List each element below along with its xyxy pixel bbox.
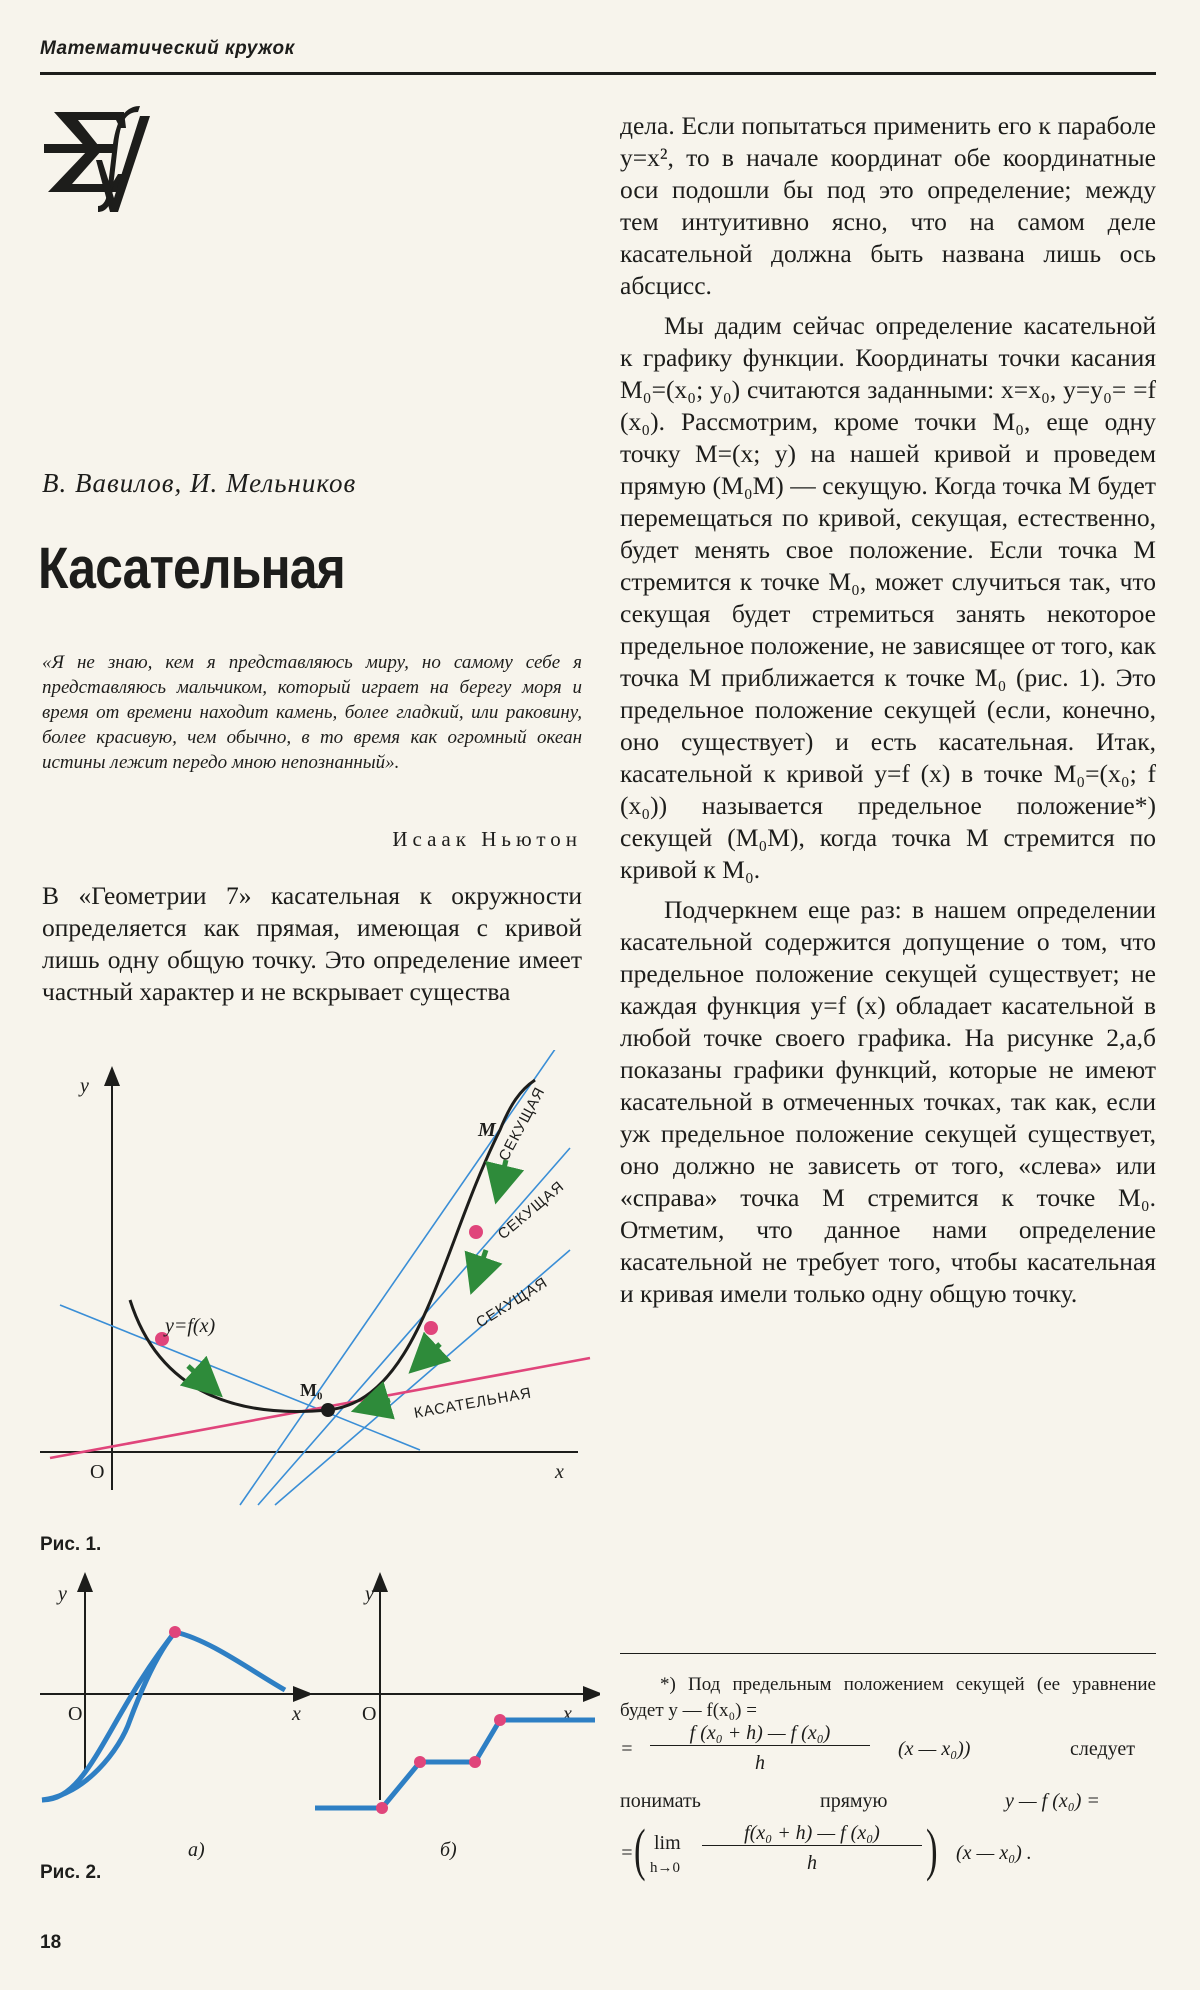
f2-paren-right: ) xyxy=(926,1817,938,1882)
arrow-low xyxy=(423,1344,440,1360)
fig1-tangent-line xyxy=(50,1358,590,1458)
paragraph-3: Подчеркнем еще раз: в нашем определении касательной содержится допущение о том, что предельное положение секущей существует; не каждая функция y=f (x) обладает касательной в любой точке своего графика. На рисунке 2,а,б показаны графики функций, которые не имеют касательной в отмеченных точках, так как, если уж предельное положение секущей существует, оно должно не зависеть от того, «слева» или «справа» точка M стремится к точке M₀. Отметим, что данное нами определение касательной не требует того, чтобы касательная и кривая имели только одну общую точку. xyxy=(620,895,1156,1308)
fig1-x-label: x xyxy=(555,1461,564,1483)
paragraph-2: Мы дадим сейчас определение касательной к графику функции. Координаты точки касания M₀=(x₀; y₀) считаются заданными: x=x₀, y=y₀= =f (x₀). Рассмотрим, кроме точки M₀, еще одну точку M=(x; y) на нашей кривой и проведем прямую (M₀M) — секущую. Когда точка M будет перемещаться по кривой, секущая, естественно, будет менять свое положение. Если точка M стремится к точке M₀, может случиться так, что секущая будет стремиться занять некоторое предельное положение, не зависящее от того, как точка M приближается к точке M₀ (рис. 1). Это предельное положение секущей (если, конечно, оно существует) и есть касательная. Итак, касательной к кривой y=f (x) в точке M₀=(x₀; f (x₀)) называется предельное положение*) секущей (M₀M), когда точка M стремится по кривой к M₀. xyxy=(620,311,1156,884)
f1-tail: (x — x₀)) xyxy=(898,1738,971,1760)
fig1-origin-label: O xyxy=(90,1461,105,1483)
fig1-secant-1 xyxy=(240,1050,560,1505)
fig1-tangent-label: КАСАТЕЛЬНАЯ xyxy=(412,1384,534,1422)
f2-tail: (x — x₀) . xyxy=(956,1842,1032,1864)
figure-1 xyxy=(30,1050,600,1510)
fig2b-origin-label: O xyxy=(362,1703,377,1725)
page-number: 18 xyxy=(40,1932,62,1953)
header-rule xyxy=(40,72,1156,75)
footnote-rule xyxy=(620,1653,1156,1654)
epigraph: «Я не знаю, кем я представляюсь миру, но самому себе я представляюсь мальчиком, который играет на берегу моря и время от времени находит камень, более гладкий, или раковину, более красивую, чем обычно, в то время как огромный океан истины лежит передо мною непознанный». xyxy=(42,652,582,773)
fig2b-point-4 xyxy=(494,1714,506,1726)
f2-text-c: y — f (x₀) = xyxy=(1005,1790,1100,1812)
section-header: Математический кружок xyxy=(40,38,295,59)
arrow-tangent xyxy=(370,1400,390,1406)
f1-after: следует xyxy=(1070,1738,1135,1760)
figure-2b xyxy=(310,1570,600,1860)
right-column-text xyxy=(620,110,1156,1318)
f2-paren-left: ( xyxy=(634,1817,646,1882)
fig2b-x-label: x xyxy=(563,1703,572,1725)
fig1-curve-label: y=f(x) xyxy=(165,1315,216,1337)
kvant-logo xyxy=(40,104,158,218)
footnote-formula-1 xyxy=(620,1722,1156,1782)
f2-numerator: f(x₀ + h) — f (x₀) xyxy=(702,1822,922,1846)
fig1-secant-label-3: СЕКУЩАЯ xyxy=(473,1273,551,1332)
authors: В. Вавилов, И. Мельников xyxy=(42,468,357,498)
fig1-secant-label-1: СЕКУЩАЯ xyxy=(495,1084,549,1164)
f2-lim-sub: h→0 xyxy=(650,1860,680,1876)
f1-numerator: f (x₀ + h) — f (x₀) xyxy=(650,1722,870,1746)
fig1-direction-arrows xyxy=(188,1160,506,1406)
fig1-m0-label: M₀ xyxy=(300,1380,323,1400)
arrow-top xyxy=(500,1160,506,1185)
f2-text-b: прямую xyxy=(820,1790,888,1812)
fig2a-point xyxy=(169,1626,181,1638)
arrow-left xyxy=(188,1366,208,1384)
fig2a-y-label: y xyxy=(58,1583,67,1605)
fig2b-curve xyxy=(315,1720,595,1808)
f1-eq: = xyxy=(620,1738,634,1760)
fig2b-sublabel: б) xyxy=(440,1839,457,1860)
fig1-curve xyxy=(130,1080,535,1411)
left-body-text: В «Геометрии 7» касательная к окружности определяется как прямая, имеющая с кривой лишь одну общую точку. Это определение имеет частный характер и не вскрывает существа xyxy=(42,881,582,1006)
fig2a-sublabel: а) xyxy=(188,1839,205,1860)
article-title: Касательная xyxy=(38,536,345,601)
fig1-point-2 xyxy=(469,1225,483,1239)
f1-denominator: h xyxy=(755,1752,765,1774)
fig2a-x-label: x xyxy=(292,1703,301,1725)
figure-1-caption: Рис. 1. xyxy=(40,1534,102,1555)
f2-denominator: h xyxy=(807,1852,817,1874)
figure-2a xyxy=(30,1570,310,1860)
f2-eq: = xyxy=(620,1842,634,1864)
footnote-formula-2 xyxy=(620,1817,1156,1886)
fig1-secant-label-2: СЕКУЩАЯ xyxy=(494,1177,568,1244)
fig1-secant-left xyxy=(60,1305,420,1450)
paragraph-1: дела. Если попытаться применить его к параболе y=x², то в начале координат обе координатные оси подошли бы под это определение; между тем интуитивно ясно, что на самом деле касательной должна быть названа лишь ось абсцисс. xyxy=(620,111,1156,300)
footnote-text: *) Под предельным положением секущей (ее уравнение будет y — f(x₀) = xyxy=(620,1674,1156,1721)
fig2b-point-1 xyxy=(376,1802,388,1814)
fig2b-point-3 xyxy=(469,1756,481,1768)
fig1-y-label: y xyxy=(80,1075,89,1097)
figure-2-caption: Рис. 2. xyxy=(40,1862,102,1883)
fig1-point-3 xyxy=(424,1321,438,1335)
footnote-line-2 xyxy=(620,1790,1156,1818)
fig1-point-m0 xyxy=(321,1403,335,1417)
fig2b-point-2 xyxy=(414,1756,426,1768)
epigraph-author: Исаак Ньютон xyxy=(392,827,582,851)
f2-lim: lim xyxy=(654,1832,681,1854)
fig2b-y-label: y xyxy=(365,1583,374,1605)
fig2a-origin-label: O xyxy=(68,1703,83,1725)
f2-text-a: понимать xyxy=(620,1790,701,1812)
fig1-m-label: M xyxy=(478,1119,496,1141)
